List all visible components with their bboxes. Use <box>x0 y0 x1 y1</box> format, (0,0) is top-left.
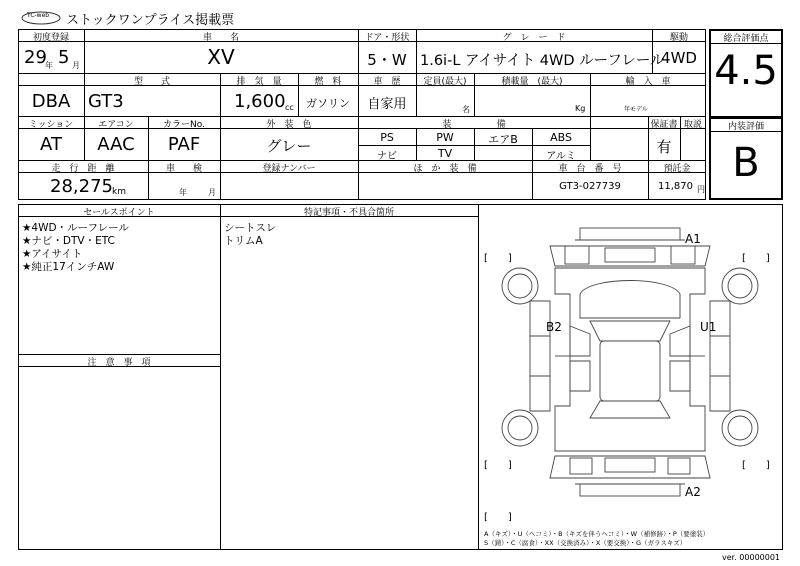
bracket-front-left: [ ] <box>484 253 512 264</box>
diagram-windshield <box>590 321 670 341</box>
displacement: 1,600 <box>234 91 286 112</box>
diagram-left-side <box>530 301 550 411</box>
model-prefix: DBA <box>31 91 71 112</box>
label-mission: ミッション <box>28 120 74 130</box>
diagram-rear-bumper <box>580 484 680 496</box>
label-displacement: 排 気 量 <box>236 77 282 87</box>
list-item: ★アイサイト <box>22 248 83 260</box>
reg-year-unit: 年 <box>45 61 53 70</box>
diagram-body <box>555 268 705 451</box>
model: GT3 <box>88 91 124 112</box>
label-drive: 駆動 <box>669 33 688 43</box>
bracket-rear-left: [ ] <box>484 460 512 471</box>
notes-label: 特記事項・不具合箇所 <box>303 208 394 218</box>
payload-unit: Kg <box>575 104 586 113</box>
equip-3: エアB <box>488 133 518 146</box>
ext-color: グレー <box>266 137 312 155</box>
chassis-no: GT3-027739 <box>559 181 621 192</box>
label-manual: 取説 <box>683 120 702 130</box>
damage-legend <box>484 530 709 548</box>
label-equipment: 装 備 <box>442 120 506 130</box>
reg-month-unit: 月 <box>72 61 80 70</box>
door-type: 5・W <box>367 51 407 69</box>
logo-text: TC-web <box>27 12 50 19</box>
insp-month-unit: 月 <box>208 188 216 197</box>
label-payload: 積載量 (最大) <box>501 77 563 87</box>
version-label: ver. 00000001 <box>722 553 781 562</box>
displacement-unit: cc <box>285 103 294 112</box>
bracket-bottom: [ ] <box>484 512 512 523</box>
equip-8: アルミ <box>546 151 576 162</box>
label-grade: グ レ ー ド <box>502 33 566 43</box>
mark-a1: A1 <box>685 232 701 246</box>
equip-4: ABS <box>550 131 572 144</box>
label-car-name: 車 名 <box>202 33 239 43</box>
label-fuel: 燃 料 <box>314 77 342 87</box>
insp-year-unit: 年 <box>179 188 187 197</box>
mission: AT <box>40 134 62 155</box>
price: 11,870 <box>658 181 693 192</box>
mileage: 28,275 <box>50 176 113 197</box>
mark-a2: A2 <box>685 485 701 499</box>
label-chassis: 車 台 番 号 <box>558 164 622 174</box>
label-color-no: カラーNo. <box>163 120 205 130</box>
mileage-unit: km <box>112 187 126 197</box>
label-history: 車 歴 <box>373 77 401 87</box>
reg-year: 29 <box>24 47 47 68</box>
label-warranty: 保証書 <box>650 120 678 130</box>
equip-5: ナビ <box>377 151 397 162</box>
wheel-front-left <box>502 268 538 304</box>
diagram-cabin <box>600 341 660 401</box>
list-item: ★純正17インチAW <box>22 261 115 273</box>
color-no: PAF <box>167 134 201 155</box>
import-unit: 年モデル <box>624 106 648 113</box>
legend-line: S（錆）・C（腐食）・XX（交換済み）・X（要交換）・G（ガラスキズ） <box>484 539 687 547</box>
drive: 4WD <box>661 49 697 67</box>
history: 自家用 <box>367 97 407 112</box>
list-item: シートスレ <box>224 222 277 234</box>
page-title: ストックワンプライス掲載票 <box>66 13 235 28</box>
wheel-front-right <box>722 268 758 304</box>
car-damage-diagram <box>480 206 780 526</box>
aircon: AAC <box>97 134 135 155</box>
warranty: 有 <box>656 138 672 156</box>
diagram-rear-window <box>590 401 670 418</box>
label-plate: 登録ナンバー <box>262 164 316 174</box>
list-item: トリムA <box>224 235 263 247</box>
wheel-rear-left <box>502 410 538 446</box>
caution-label: 注 意 事 項 <box>87 358 151 368</box>
reg-month: 5 <box>58 47 70 68</box>
interior-score: B <box>732 140 760 186</box>
label-model: 型 式 <box>133 77 170 87</box>
header-logo <box>21 10 61 24</box>
sales-points-label: セールスポイント <box>83 208 155 218</box>
bracket-rear-right: [ ] <box>742 460 770 471</box>
bracket-front-right: [ ] <box>742 253 770 264</box>
label-aircon: エアコン <box>98 120 134 130</box>
label-mileage: 走 行 距 離 <box>51 164 115 174</box>
price-unit: 円 <box>697 185 705 194</box>
equip-1: PS <box>380 131 394 144</box>
label-import: 輸 入 車 <box>625 77 671 87</box>
diagram-body-top <box>550 246 710 266</box>
interior-score-label: 内装評価 <box>727 122 764 132</box>
label-other-equip: ほ か 装 備 <box>413 164 477 174</box>
capacity-unit: 名 <box>462 105 470 114</box>
equip-6: TV <box>437 147 453 160</box>
legend-line: A（キズ）・U（ヘコミ）・B（キズを伴うヘコミ）・W（補修跡）・P（要塗装） <box>484 530 710 538</box>
diagram-body-bottom <box>550 456 710 478</box>
wheel-rear-right <box>722 410 758 446</box>
label-capacity: 定員(最大) <box>423 77 467 87</box>
sales-points-list <box>22 222 129 274</box>
car-name: XV <box>207 45 235 69</box>
list-item: ★ナビ・DTV・ETC <box>22 235 115 247</box>
label-inspection: 車 検 <box>165 164 202 174</box>
label-first-reg: 初度登録 <box>32 33 69 43</box>
overall-score-label: 総合評価点 <box>723 34 769 44</box>
diagram-roof <box>580 228 680 240</box>
diagram-right-side <box>710 301 730 411</box>
label-ext-color: 外 装 色 <box>266 120 312 130</box>
list-item: ★4WD・ルーフレール <box>22 222 129 234</box>
notes-list <box>224 222 276 248</box>
mark-b2: B2 <box>546 320 562 334</box>
label-door-type: ドア・形状 <box>364 33 410 43</box>
overall-score: 4.5 <box>714 48 778 94</box>
mark-u1: U1 <box>700 320 717 334</box>
diagram-hood <box>580 281 680 319</box>
grade: 1.6i-L アイサイト 4WD ルーフレール <box>420 53 665 69</box>
equip-2: PW <box>436 131 454 144</box>
label-price: 預託金 <box>663 164 691 174</box>
fuel: ガソリン <box>306 97 350 110</box>
